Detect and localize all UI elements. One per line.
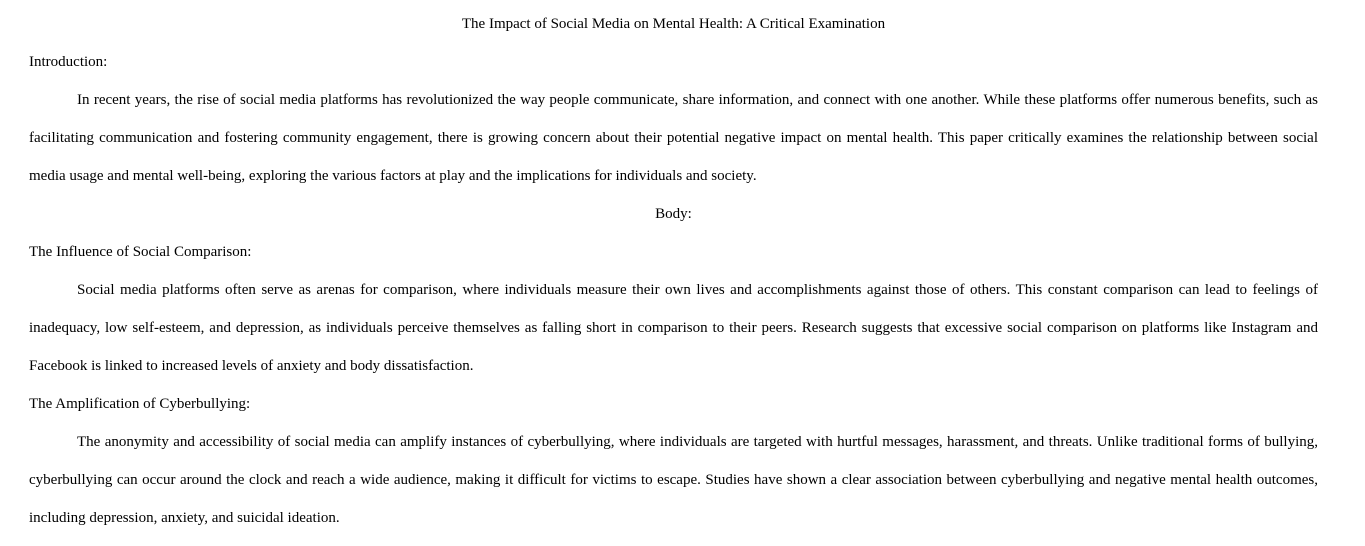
section-paragraph-cyberbullying: The anonymity and accessibility of social media can amplify instances of cyberbullying, where individuals are targeted with hurtful messages, harassment, and threats. Unlike traditional forms of bullying, cyberbullying can occur around the clock and reach a wide audience, making it difficult for victims to escape. Studies have shown a clear association between cyberbullying and negative mental health outcomes, including depression, anxiety, and suicidal ideation. <box>29 434 1318 526</box>
section-heading-social-comparison: The Influence of Social Comparison: <box>29 244 252 260</box>
introduction-heading: Introduction: <box>29 54 108 70</box>
introduction-paragraph: In recent years, the rise of social media platforms has revolutionized the way people communicate, share information, and connect with one another. While these platforms offer numerous benefits, such as facilitating communication and fostering community engagement, there is growing concern about their potential negative impact on mental health. This paper critically examines the relationship between social media usage and mental well-being, exploring the various factors at play and the implications for individuals and society. <box>29 92 1318 184</box>
document-title: The Impact of Social Media on Mental Health: A Critical Examination <box>461 16 886 32</box>
section-heading-cyberbullying: The Amplification of Cyberbullying: <box>29 396 251 412</box>
body-heading: Body: <box>655 206 692 222</box>
section-paragraph-social-comparison: Social media platforms often serve as arenas for comparison, where individuals measure their own lives and accomplishments against those of others. This constant comparison can lead to feelings of inadequacy, low self-esteem, and depression, as individuals perceive themselves as falling short in comparison to their peers. Research suggests that excessive social comparison on platforms like Instagram and Facebook is linked to increased levels of anxiety and body dissatisfaction. <box>29 282 1318 374</box>
document-page <box>0 5 1365 546</box>
